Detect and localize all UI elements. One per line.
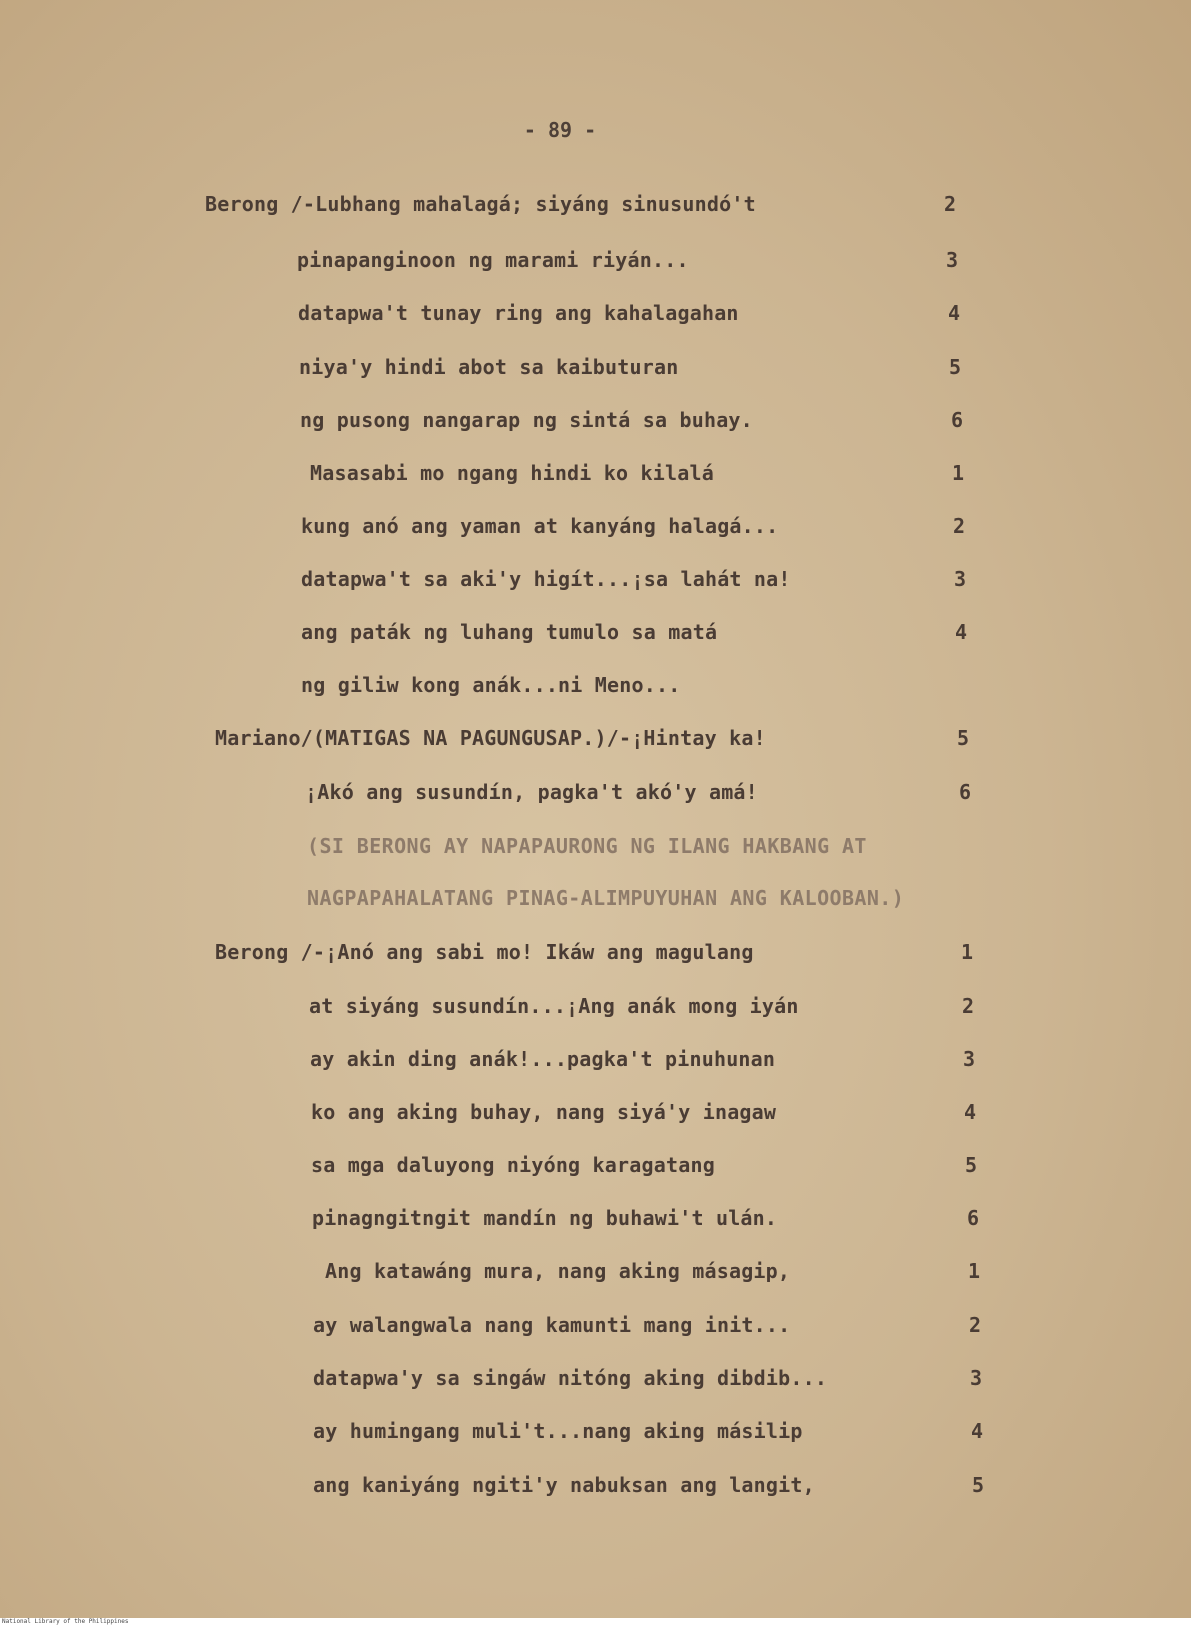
verse-line: ay humingang muli't...nang aking másilip [313, 1419, 803, 1443]
line-number: 6 [950, 408, 964, 432]
line-number: 6 [958, 780, 972, 804]
line-number: 1 [967, 1259, 981, 1283]
verse-line: ang paták ng luhang tumulo sa matá [301, 620, 718, 644]
verse-line: pinapanginoon ng marami riyán... [297, 248, 689, 272]
line-number: 4 [947, 301, 961, 325]
line-number: 5 [948, 355, 962, 379]
verse-line: ng pusong nangarap ng sintá sa buhay. [300, 408, 753, 432]
verse-line: ¡Akó ang susundín, pagka't akó'y amá! [305, 780, 758, 804]
line-number: 3 [969, 1366, 983, 1390]
verse-line: ay akin ding anák!...pagka't pinuhunan [310, 1047, 776, 1071]
library-credit: National Library of the Philippines [2, 1618, 129, 1625]
verse-line: pinagngitngit mandín ng buhawi't ulán. [312, 1206, 778, 1230]
line-number: 1 [951, 461, 965, 485]
page-number: - 89 - [523, 118, 597, 142]
stage-direction: NAGPAPAHALATANG PINAG-ALIMPUYUHAN ANG KALOOBAN.) [307, 886, 905, 910]
verse-line: niya'y hindi abot sa kaibuturan [299, 355, 679, 379]
line-number: 2 [952, 514, 966, 538]
line-number: 3 [962, 1047, 976, 1071]
verse-line: at siyáng susundín...¡Ang anák mong iyán [309, 994, 799, 1018]
verse-line: Masasabi mo ngang hindi ko kilalá [310, 461, 714, 485]
verse-line: Berong /-Lubhang mahalagá; siyáng sinusundó't [205, 192, 756, 216]
line-number: 3 [953, 567, 967, 591]
line-number: 4 [954, 620, 968, 644]
verse-line: ng giliw kong anák...ni Meno... [301, 673, 681, 697]
verse-line: datapwa'y sa singáw nitóng aking dibdib... [313, 1366, 828, 1390]
verse-line: kung anó ang yaman at kanyáng halagá... [301, 514, 779, 538]
line-number: 1 [960, 940, 974, 964]
line-number: 3 [945, 248, 959, 272]
footer-strip [0, 1618, 1191, 1628]
verse-line: ang kaniyáng ngiti'y nabuksan ang langit, [313, 1473, 815, 1497]
stage-direction: (SI BERONG AY NAPAPAURONG NG ILANG HAKBANG AT [307, 834, 867, 858]
verse-line: Ang katawáng mura, nang aking másagip, [325, 1259, 791, 1283]
verse-line: Berong /-¡Anó ang sabi mo! Ikáw ang magulang [215, 940, 754, 964]
verse-line: datapwa't sa aki'y higít...¡sa lahát na! [301, 567, 791, 591]
verse-line: sa mga daluyong niyóng karagatang [311, 1153, 715, 1177]
line-number: 5 [971, 1473, 985, 1497]
verse-line: ko ang aking buhay, nang siyá'y inagaw [311, 1100, 777, 1124]
line-number: 6 [966, 1206, 980, 1230]
line-number: 2 [943, 192, 957, 216]
verse-line: datapwa't tunay ring ang kahalagahan [298, 301, 739, 325]
line-number: 2 [961, 994, 975, 1018]
verse-line: Mariano/(MATIGAS NA PAGUNGUSAP.)/-¡Hintay ka! [215, 726, 766, 750]
line-number: 5 [964, 1153, 978, 1177]
line-number: 5 [956, 726, 970, 750]
line-number: 4 [970, 1419, 984, 1443]
line-number: 4 [963, 1100, 977, 1124]
line-number: 2 [968, 1313, 982, 1337]
verse-line: ay walangwala nang kamunti mang init... [313, 1313, 791, 1337]
